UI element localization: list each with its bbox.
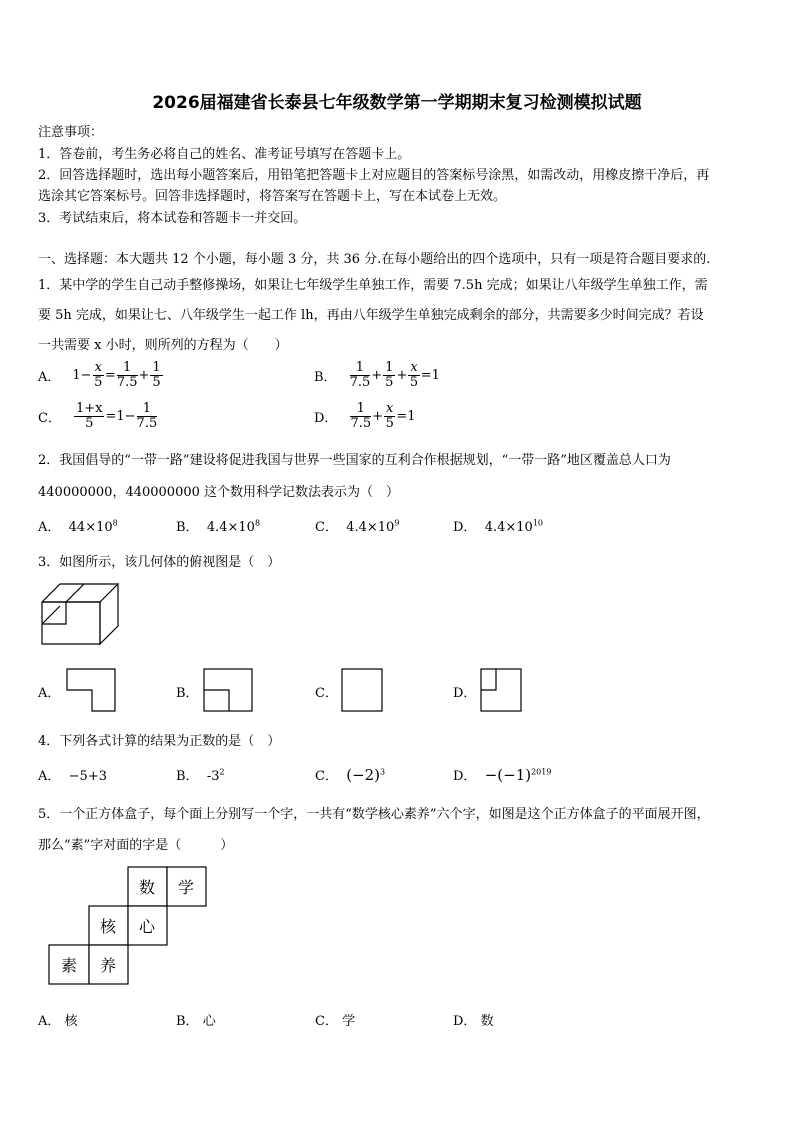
numerator: x: [410, 360, 418, 375]
net-char: 核: [99, 917, 117, 936]
option-b[interactable]: [176, 516, 260, 535]
math-op: −: [124, 409, 136, 424]
fraction: [384, 402, 395, 431]
option-label: B．: [176, 769, 199, 784]
math-op: +: [396, 368, 408, 383]
option-d[interactable]: [453, 1010, 494, 1029]
option-a-figure[interactable]: [66, 668, 118, 714]
option-label: B．: [314, 370, 337, 385]
denominator: 5: [385, 416, 394, 431]
numerator: 1: [117, 361, 138, 376]
question-1-text: 一共需要 x 小时，则所列的方程为（ ）: [38, 338, 288, 353]
math-op: +: [138, 368, 150, 383]
option-label: A．: [38, 1014, 61, 1029]
notice-item: 选涂其它答案标号。回答非选择题时，将答案写在答题卡上，写在本试卷上无效。: [38, 189, 507, 204]
numerator: 1: [350, 361, 371, 376]
exponent: 8: [112, 518, 118, 528]
option-value: 4.4×10: [346, 520, 395, 535]
fraction: [137, 402, 158, 431]
option-label: C．: [315, 1014, 338, 1029]
option-value: 核: [64, 1014, 78, 1029]
fraction: [150, 361, 162, 390]
denominator: 5: [85, 416, 94, 431]
fraction: [383, 361, 395, 390]
notice-item: 3．考试结束后，将本试卷和答题卡一并交回。: [38, 211, 307, 226]
option-label: A．: [38, 769, 61, 784]
net-char: 养: [99, 956, 117, 975]
numerator: x: [386, 401, 394, 416]
exponent: 2: [219, 767, 225, 777]
option-value: 4.4×10: [484, 520, 533, 535]
numerator: 1: [385, 360, 394, 375]
denominator: 5: [385, 375, 394, 390]
math-term: 1: [72, 368, 81, 383]
option-value: 学: [342, 1014, 356, 1029]
option-label: C．: [38, 411, 61, 426]
option-c-label[interactable]: C．: [315, 686, 338, 701]
fraction: [350, 361, 371, 390]
option-b-label[interactable]: B．: [176, 686, 199, 701]
denominator: 7.5: [349, 375, 371, 390]
question-1-text: 1．某中学的学生自己动手整修操场，如果让七年级学生单独工作，需要 7.5h 完成；如果让八年级学生单独工作，需: [38, 278, 708, 293]
option-label: D．: [314, 411, 338, 426]
option-d[interactable]: [453, 765, 551, 784]
question-4-text: 4．下列各式计算的结果为正数的是（ ）: [38, 734, 281, 749]
option-value: -3: [206, 769, 220, 784]
math-op: +: [372, 409, 384, 424]
math-op: =: [420, 368, 432, 383]
denominator: 5: [94, 375, 103, 390]
exponent: 2019: [531, 767, 552, 777]
fraction: [408, 361, 419, 390]
page-title: 2026届福建省长泰县七年级数学第一学期期末复习检测模拟试题: [152, 93, 642, 113]
question-5-text: 5．一个正方体盒子，每个面上分别写一个字，一共有“数学核心素养”六个字，如图是这个正方体盒子的平面展开图，: [38, 807, 710, 822]
notice-item: 2．回答选择题时，选出每小题答案后，用铅笔把答题卡上对应题目的答案标号涂黑，如需改动，用橡皮擦干净后，再: [38, 168, 710, 183]
solid-figure: [38, 580, 124, 650]
option-label: D．: [453, 520, 477, 535]
option-a[interactable]: [38, 516, 118, 535]
net-char: 数: [138, 878, 156, 897]
section-heading: 一、选择题：本大题共 12 个小题，每小题 3 分，共 36 分.在每小题给出的四个选项中，只有一项是符合题目要求的.: [38, 252, 711, 267]
option-b[interactable]: [176, 765, 225, 784]
fraction: [93, 361, 104, 390]
question-2-text: 2．我国倡导的“一带一路”建设将促进我国与世界一些国家的互利合作根据规划，“一带一路”地区覆盖总人口为: [38, 453, 671, 468]
option-c-figure[interactable]: [341, 668, 385, 714]
option-c[interactable]: [315, 765, 385, 784]
exponent: 8: [254, 518, 261, 528]
option-value: 心: [202, 1014, 216, 1029]
option-label: C．: [315, 520, 338, 535]
option-d[interactable]: [453, 516, 543, 535]
option-label: D．: [453, 769, 477, 784]
net-char: 心: [138, 917, 156, 936]
option-a[interactable]: [38, 765, 107, 784]
cube-net: [48, 866, 210, 988]
math-op: =: [396, 409, 408, 424]
option-b[interactable]: [314, 361, 440, 390]
option-d-figure[interactable]: [480, 668, 524, 714]
option-value: (−2): [346, 766, 381, 784]
fraction: [74, 402, 105, 431]
option-value: 44×10: [68, 520, 113, 535]
option-label: A．: [38, 370, 61, 385]
option-value: 数: [480, 1014, 494, 1029]
option-value: −(−1): [484, 766, 532, 784]
denominator: 5: [409, 375, 419, 390]
math-op: −: [80, 368, 92, 383]
option-label: C．: [315, 769, 338, 784]
option-a[interactable]: [38, 1010, 78, 1029]
numerator: 1: [350, 402, 371, 417]
option-a-label[interactable]: A．: [38, 686, 61, 701]
math-term: 1: [407, 409, 416, 424]
net-char: 素: [60, 956, 78, 975]
math-op: +: [371, 368, 383, 383]
math-op: =: [105, 409, 117, 424]
option-label: A．: [38, 520, 61, 535]
math-term: 1: [116, 409, 125, 424]
option-d-label[interactable]: D．: [453, 686, 477, 701]
option-value: 4.4×10: [206, 520, 255, 535]
exponent: 9: [394, 518, 400, 528]
option-label: D．: [453, 1014, 477, 1029]
option-label: B．: [176, 1014, 199, 1029]
math-term: 1: [431, 368, 440, 383]
notice-heading: 注意事项：: [38, 125, 104, 140]
fraction: [350, 402, 371, 431]
numerator: 1: [152, 360, 161, 375]
denominator: 5: [152, 375, 161, 390]
question-5-text: 那么“素”字对面的字是（ ）: [38, 838, 234, 853]
option-b[interactable]: [176, 1010, 216, 1029]
numerator: 1: [137, 402, 158, 417]
math-op: =: [104, 368, 116, 383]
option-b-figure[interactable]: [203, 668, 255, 714]
question-1-text: 要 5h 完成，如果让七、八年级学生一起工作 lh，再由八年级学生单独完成剩余的部分，共需要多少时间完成？若设: [38, 308, 704, 323]
fraction: [117, 361, 138, 390]
question-3-text: 3．如图所示，该几何体的俯视图是（ ）: [38, 555, 281, 570]
denominator: 7.5: [136, 416, 158, 431]
exponent: 3: [380, 767, 386, 777]
option-value: −5+3: [68, 769, 107, 784]
option-a[interactable]: [38, 361, 164, 390]
option-c[interactable]: [38, 402, 158, 431]
option-c[interactable]: [315, 516, 399, 535]
denominator: 7.5: [116, 375, 138, 390]
question-2-text: 440000000，440000000 这个数用科学记数法表示为（ ）: [38, 485, 400, 500]
option-c[interactable]: [315, 1010, 355, 1029]
exponent: 10: [532, 518, 543, 528]
notice-item: 1．答卷前，考生务必将自己的姓名、准考证号填写在答题卡上。: [38, 147, 411, 162]
numerator: x: [94, 360, 102, 375]
net-char: 学: [177, 878, 195, 897]
option-d[interactable]: [314, 402, 416, 431]
option-label: B．: [176, 520, 199, 535]
denominator: 7.5: [350, 416, 372, 431]
numerator: 1+x: [75, 401, 103, 416]
